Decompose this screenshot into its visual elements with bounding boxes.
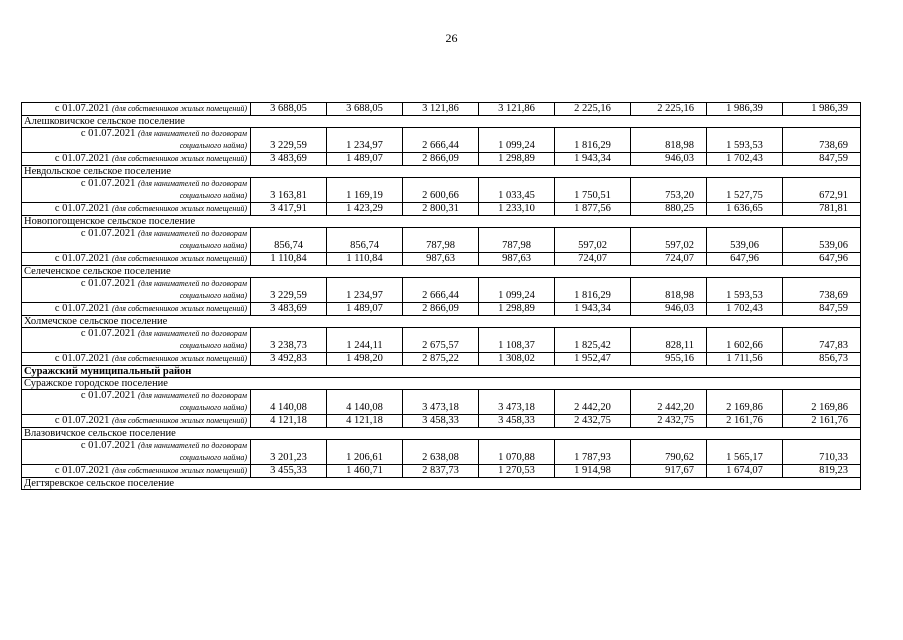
row-label [22, 103, 251, 116]
settlement-name: Суражское городское поселение [22, 378, 861, 390]
tariff-value: 3 483,69 [251, 303, 327, 316]
tariff-row [22, 415, 861, 428]
tariff-value: 1 460,71 [327, 465, 403, 478]
settlement-name: Новопогощенское сельское поселение [22, 216, 861, 228]
tariff-value: 597,02 [631, 228, 707, 253]
row-period: (для собственников жилых помещений) [112, 354, 247, 363]
row-period: (для собственников жилых помещений) [112, 154, 247, 163]
tariff-value: 3 473,18 [479, 390, 555, 415]
tariff-value: 2 169,86 [783, 390, 861, 415]
tariff-value: 539,06 [707, 228, 783, 253]
row-label [22, 253, 251, 266]
row-period: (для нанимателей по договорам [138, 229, 247, 238]
row-label [22, 303, 251, 316]
row-period-cont: социального найма) [179, 403, 247, 412]
tariff-value: 781,81 [783, 203, 861, 216]
tariff-value: 3 201,23 [251, 440, 327, 465]
tariff-value: 819,23 [783, 465, 861, 478]
row-period: (для собственников жилых помещений) [112, 104, 247, 113]
tariff-value: 3 688,05 [251, 103, 327, 116]
row-label [22, 390, 251, 415]
tariff-value: 2 666,44 [403, 278, 479, 303]
tariff-row [22, 178, 861, 203]
row-period-cont: социального найма) [179, 291, 247, 300]
tariff-value: 1 711,56 [707, 353, 783, 366]
tariff-value: 4 140,08 [251, 390, 327, 415]
settlement-name: Дегтяревское сельское поселение [22, 478, 861, 490]
row-label [22, 128, 251, 153]
tariff-value: 1 787,93 [555, 440, 631, 465]
tariff-value: 2 442,20 [555, 390, 631, 415]
tariff-value: 1 099,24 [479, 128, 555, 153]
settlement-name: Селеченское сельское поселение [22, 266, 861, 278]
tariff-value: 1 593,53 [707, 128, 783, 153]
settlement-header-row [22, 428, 861, 440]
settlement-header-row [22, 266, 861, 278]
tariff-table-body [22, 103, 861, 490]
tariff-value: 672,91 [783, 178, 861, 203]
tariff-value: 1 565,17 [707, 440, 783, 465]
tariff-value: 647,96 [783, 253, 861, 266]
tariff-value: 787,98 [403, 228, 479, 253]
tariff-value: 946,03 [631, 303, 707, 316]
tariff-value: 847,59 [783, 303, 861, 316]
tariff-value: 1 169,19 [327, 178, 403, 203]
tariff-value: 2 432,75 [555, 415, 631, 428]
settlement-header-row [22, 478, 861, 490]
row-date: с 01.07.2021 [54, 103, 110, 114]
tariff-value: 917,67 [631, 465, 707, 478]
tariff-value: 710,33 [783, 440, 861, 465]
tariff-value: 3 688,05 [327, 103, 403, 116]
tariff-value: 3 492,83 [251, 353, 327, 366]
district-header-row [22, 366, 861, 378]
tariff-value: 3 458,33 [403, 415, 479, 428]
row-label-line1 [25, 178, 247, 190]
tariff-value: 1 498,20 [327, 353, 403, 366]
tariff-value: 1 636,65 [707, 203, 783, 216]
tariff-value: 2 442,20 [631, 390, 707, 415]
tariff-value: 1 877,56 [555, 203, 631, 216]
tariff-value: 2 161,76 [707, 415, 783, 428]
row-period: (для нанимателей по договорам [138, 329, 247, 338]
tariff-value: 1 423,29 [327, 203, 403, 216]
row-period-cont: социального найма) [179, 341, 247, 350]
tariff-value: 2 875,22 [403, 353, 479, 366]
tariff-table [21, 102, 861, 490]
tariff-value: 1 099,24 [479, 278, 555, 303]
row-period: (для нанимателей по договорам [138, 441, 247, 450]
row-period: (для нанимателей по договорам [138, 391, 247, 400]
tariff-value: 3 455,33 [251, 465, 327, 478]
tariff-value: 1 270,53 [479, 465, 555, 478]
tariff-value: 1 489,07 [327, 153, 403, 166]
row-label [22, 353, 251, 366]
row-date: с 01.07.2021 [80, 128, 136, 139]
row-label-line1 [25, 328, 247, 340]
row-date: с 01.07.2021 [80, 178, 136, 189]
tariff-value: 747,83 [783, 328, 861, 353]
tariff-value: 3 483,69 [251, 153, 327, 166]
row-label [22, 228, 251, 253]
tariff-value: 2 675,57 [403, 328, 479, 353]
tariff-value: 3 473,18 [403, 390, 479, 415]
row-label-line1 [25, 278, 247, 290]
tariff-value: 946,03 [631, 153, 707, 166]
tariff-value: 3 229,59 [251, 128, 327, 153]
tariff-row [22, 440, 861, 465]
row-date: с 01.07.2021 [80, 390, 136, 401]
row-label-line1 [25, 128, 247, 140]
tariff-value: 987,63 [403, 253, 479, 266]
settlement-name: Невдольское сельское поселение [22, 166, 861, 178]
row-period-cont: социального найма) [179, 191, 247, 200]
tariff-row [22, 228, 861, 253]
tariff-value: 1 943,34 [555, 303, 631, 316]
tariff-value: 647,96 [707, 253, 783, 266]
tariff-value: 539,06 [783, 228, 861, 253]
tariff-row [22, 278, 861, 303]
row-date: с 01.07.2021 [54, 465, 110, 476]
row-period: (для нанимателей по договорам [138, 129, 247, 138]
row-period: (для собственников жилых помещений) [112, 304, 247, 313]
row-label-line1 [25, 440, 247, 452]
settlement-header-row [22, 116, 861, 128]
row-period: (для собственников жилых помещений) [112, 254, 247, 263]
tariff-value: 3 238,73 [251, 328, 327, 353]
settlement-name: Влазовичское сельское поселение [22, 428, 861, 440]
settlement-header-row [22, 378, 861, 390]
tariff-value: 1 110,84 [327, 253, 403, 266]
tariff-value: 987,63 [479, 253, 555, 266]
settlement-header-row [22, 166, 861, 178]
row-label [22, 415, 251, 428]
row-date: с 01.07.2021 [54, 153, 110, 164]
tariff-value: 753,20 [631, 178, 707, 203]
tariff-row [22, 128, 861, 153]
settlement-name: Холмечское сельское поселение [22, 316, 861, 328]
row-date: с 01.07.2021 [54, 415, 110, 426]
tariff-value: 724,07 [631, 253, 707, 266]
row-label [22, 328, 251, 353]
tariff-row [22, 465, 861, 478]
tariff-value: 597,02 [555, 228, 631, 253]
settlement-name: Суражский муниципальный район [22, 366, 861, 378]
tariff-value: 738,69 [783, 128, 861, 153]
tariff-row [22, 390, 861, 415]
tariff-value: 856,74 [251, 228, 327, 253]
page-number: 26 [445, 31, 458, 45]
tariff-row [22, 353, 861, 366]
tariff-value: 4 121,18 [251, 415, 327, 428]
tariff-value: 1 070,88 [479, 440, 555, 465]
tariff-value: 856,73 [783, 353, 861, 366]
tariff-value: 1 943,34 [555, 153, 631, 166]
tariff-value: 3 121,86 [479, 103, 555, 116]
tariff-value: 2 225,16 [555, 103, 631, 116]
tariff-value: 2 600,66 [403, 178, 479, 203]
tariff-value: 787,98 [479, 228, 555, 253]
row-label-line1 [25, 390, 247, 402]
tariff-value: 2 800,31 [403, 203, 479, 216]
tariff-row [22, 303, 861, 316]
tariff-value: 828,11 [631, 328, 707, 353]
tariff-value: 4 121,18 [327, 415, 403, 428]
tariff-value: 880,25 [631, 203, 707, 216]
tariff-row [22, 203, 861, 216]
tariff-value: 1 298,89 [479, 303, 555, 316]
tariff-value: 2 169,86 [707, 390, 783, 415]
tariff-value: 1 816,29 [555, 278, 631, 303]
row-period: (для нанимателей по договорам [138, 179, 247, 188]
tariff-value: 1 033,45 [479, 178, 555, 203]
tariff-value: 4 140,08 [327, 390, 403, 415]
tariff-value: 1 702,43 [707, 153, 783, 166]
tariff-value: 2 638,08 [403, 440, 479, 465]
row-label [22, 465, 251, 478]
row-period: (для собственников жилых помещений) [112, 204, 247, 213]
tariff-value: 1 527,75 [707, 178, 783, 203]
tariff-value: 1 234,97 [327, 128, 403, 153]
row-label [22, 440, 251, 465]
tariff-value: 856,74 [327, 228, 403, 253]
row-period: (для собственников жилых помещений) [112, 416, 247, 425]
tariff-value: 1 986,39 [707, 103, 783, 116]
tariff-value: 738,69 [783, 278, 861, 303]
row-date: с 01.07.2021 [54, 203, 110, 214]
row-period-cont: социального найма) [179, 453, 247, 462]
tariff-value: 1 233,10 [479, 203, 555, 216]
tariff-row [22, 153, 861, 166]
tariff-value: 2 225,16 [631, 103, 707, 116]
tariff-value: 1 108,37 [479, 328, 555, 353]
tariff-value: 3 417,91 [251, 203, 327, 216]
tariff-value: 955,16 [631, 353, 707, 366]
tariff-value: 1 674,07 [707, 465, 783, 478]
tariff-value: 2 432,75 [631, 415, 707, 428]
tariff-value: 3 229,59 [251, 278, 327, 303]
row-label [22, 278, 251, 303]
tariff-value: 1 816,29 [555, 128, 631, 153]
row-date: с 01.07.2021 [54, 353, 110, 364]
row-period-cont: социального найма) [179, 241, 247, 250]
row-period-cont: социального найма) [179, 141, 247, 150]
row-date: с 01.07.2021 [54, 303, 110, 314]
tariff-value: 2 837,73 [403, 465, 479, 478]
row-date: с 01.07.2021 [80, 440, 136, 451]
row-label-line1 [25, 228, 247, 240]
row-label [22, 153, 251, 166]
tariff-value: 1 952,47 [555, 353, 631, 366]
tariff-value: 818,98 [631, 278, 707, 303]
tariff-value: 1 986,39 [783, 103, 861, 116]
tariff-row [22, 253, 861, 266]
row-label [22, 203, 251, 216]
tariff-value: 3 121,86 [403, 103, 479, 116]
tariff-value: 2 666,44 [403, 128, 479, 153]
row-label [22, 178, 251, 203]
settlement-header-row [22, 216, 861, 228]
tariff-value: 1 298,89 [479, 153, 555, 166]
tariff-value: 790,62 [631, 440, 707, 465]
tariff-value: 1 593,53 [707, 278, 783, 303]
tariff-value: 1 750,51 [555, 178, 631, 203]
settlement-header-row [22, 316, 861, 328]
tariff-value: 3 458,33 [479, 415, 555, 428]
tariff-value: 724,07 [555, 253, 631, 266]
tariff-value: 1 914,98 [555, 465, 631, 478]
tariff-value: 1 825,42 [555, 328, 631, 353]
tariff-row [22, 328, 861, 353]
tariff-value: 1 308,02 [479, 353, 555, 366]
tariff-value: 847,59 [783, 153, 861, 166]
tariff-value: 1 702,43 [707, 303, 783, 316]
tariff-value: 1 110,84 [251, 253, 327, 266]
settlement-name: Алешковичское сельское поселение [22, 116, 861, 128]
tariff-value: 1 489,07 [327, 303, 403, 316]
tariff-value: 1 244,11 [327, 328, 403, 353]
tariff-value: 818,98 [631, 128, 707, 153]
row-period: (для нанимателей по договорам [138, 279, 247, 288]
row-date: с 01.07.2021 [80, 228, 136, 239]
tariff-value: 2 161,76 [783, 415, 861, 428]
tariff-value: 2 866,09 [403, 303, 479, 316]
row-date: с 01.07.2021 [80, 278, 136, 289]
tariff-value: 1 234,97 [327, 278, 403, 303]
tariff-value: 2 866,09 [403, 153, 479, 166]
row-date: с 01.07.2021 [80, 328, 136, 339]
tariff-value: 1 206,61 [327, 440, 403, 465]
row-period: (для собственников жилых помещений) [112, 466, 247, 475]
tariff-value: 3 163,81 [251, 178, 327, 203]
tariff-value: 1 602,66 [707, 328, 783, 353]
row-date: с 01.07.2021 [54, 253, 110, 264]
tariff-row [22, 103, 861, 116]
